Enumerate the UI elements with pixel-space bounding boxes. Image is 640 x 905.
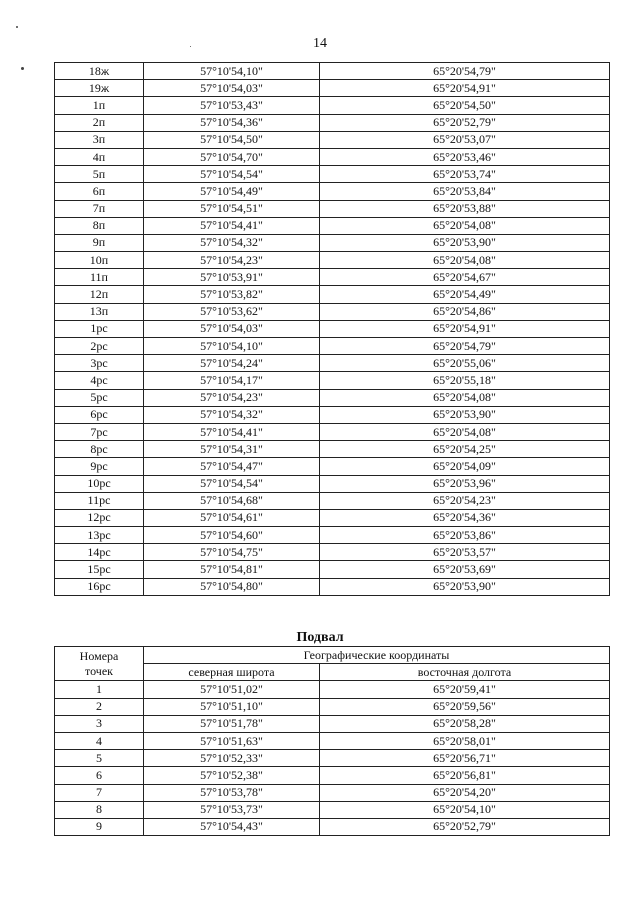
table-row	[55, 423, 610, 440]
table-row	[55, 303, 610, 320]
point-id-cell: 1рс	[55, 320, 144, 337]
header-east-longitude: восточная долгота	[320, 664, 610, 681]
latitude-cell: 57°10'54,50"	[144, 131, 320, 148]
table-row	[55, 698, 610, 715]
table-row	[55, 458, 610, 475]
point-id-cell: 7	[55, 784, 144, 801]
latitude-cell: 57°10'53,91"	[144, 269, 320, 286]
table-row	[55, 406, 610, 423]
table-row	[55, 509, 610, 526]
basement-table-header	[55, 647, 610, 681]
point-id-cell: 2	[55, 698, 144, 715]
latitude-cell: 57°10'54,60"	[144, 527, 320, 544]
longitude-cell: 65°20'58,01"	[320, 732, 610, 749]
table-row	[55, 818, 610, 835]
basement-table-body	[55, 681, 610, 836]
basement-coordinates-table	[54, 646, 610, 836]
point-id-cell: 11п	[55, 269, 144, 286]
longitude-cell: 65°20'53,57"	[320, 544, 610, 561]
table-row	[55, 183, 610, 200]
latitude-cell: 57°10'54,47"	[144, 458, 320, 475]
latitude-cell: 57°10'54,80"	[144, 578, 320, 595]
table-row	[55, 475, 610, 492]
latitude-cell: 57°10'54,70"	[144, 148, 320, 165]
latitude-cell: 57°10'51,78"	[144, 715, 320, 732]
longitude-cell: 65°20'54,86"	[320, 303, 610, 320]
longitude-cell: 65°20'54,09"	[320, 458, 610, 475]
longitude-cell: 65°20'56,81"	[320, 767, 610, 784]
longitude-cell: 65°20'53,90"	[320, 234, 610, 251]
latitude-cell: 57°10'51,63"	[144, 732, 320, 749]
table-row	[55, 338, 610, 355]
longitude-cell: 65°20'53,90"	[320, 578, 610, 595]
header-geographic-coordinates: Географические координаты	[144, 647, 610, 664]
latitude-cell: 57°10'54,17"	[144, 372, 320, 389]
longitude-cell: 65°20'58,28"	[320, 715, 610, 732]
longitude-cell: 65°20'59,41"	[320, 681, 610, 698]
latitude-cell: 57°10'54,10"	[144, 63, 320, 80]
header-north-latitude: северная широта	[144, 664, 320, 681]
table-row	[55, 166, 610, 183]
latitude-cell: 57°10'54,54"	[144, 475, 320, 492]
point-id-cell: 6рс	[55, 406, 144, 423]
table-row	[55, 97, 610, 114]
point-id-cell: 1	[55, 681, 144, 698]
latitude-cell: 57°10'54,75"	[144, 544, 320, 561]
longitude-cell: 65°20'53,46"	[320, 148, 610, 165]
longitude-cell: 65°20'54,20"	[320, 784, 610, 801]
latitude-cell: 57°10'54,54"	[144, 166, 320, 183]
coordinates-table	[54, 62, 610, 596]
point-id-cell: 15рс	[55, 561, 144, 578]
table-row	[55, 441, 610, 458]
point-id-cell: 5	[55, 750, 144, 767]
table-row	[55, 750, 610, 767]
latitude-cell: 57°10'54,24"	[144, 355, 320, 372]
longitude-cell: 65°20'52,79"	[320, 114, 610, 131]
longitude-cell: 65°20'53,88"	[320, 200, 610, 217]
latitude-cell: 57°10'53,62"	[144, 303, 320, 320]
latitude-cell: 57°10'54,43"	[144, 818, 320, 835]
latitude-cell: 57°10'54,41"	[144, 423, 320, 440]
point-id-cell: 7п	[55, 200, 144, 217]
point-id-cell: 10п	[55, 252, 144, 269]
table-row	[55, 715, 610, 732]
longitude-cell: 65°20'52,79"	[320, 818, 610, 835]
point-id-cell: 1п	[55, 97, 144, 114]
latitude-cell: 57°10'53,82"	[144, 286, 320, 303]
longitude-cell: 65°20'53,90"	[320, 406, 610, 423]
latitude-cell: 57°10'54,10"	[144, 338, 320, 355]
longitude-cell: 65°20'54,36"	[320, 509, 610, 526]
header-point-numbers-line1: Номера	[79, 648, 119, 663]
longitude-cell: 65°20'54,91"	[320, 80, 610, 97]
longitude-cell: 65°20'54,08"	[320, 389, 610, 406]
table-row	[55, 252, 610, 269]
point-id-cell: 12рс	[55, 509, 144, 526]
point-id-cell: 11рс	[55, 492, 144, 509]
latitude-cell: 57°10'53,73"	[144, 801, 320, 818]
table-row	[55, 527, 610, 544]
longitude-cell: 65°20'54,50"	[320, 97, 610, 114]
latitude-cell: 57°10'54,36"	[144, 114, 320, 131]
table-row	[55, 234, 610, 251]
latitude-cell: 57°10'54,23"	[144, 389, 320, 406]
table-row	[55, 269, 610, 286]
table-row	[55, 767, 610, 784]
point-id-cell: 13п	[55, 303, 144, 320]
longitude-cell: 65°20'54,08"	[320, 423, 610, 440]
point-id-cell: 8рс	[55, 441, 144, 458]
longitude-cell: 65°20'53,07"	[320, 131, 610, 148]
table-row	[55, 200, 610, 217]
point-id-cell: 5п	[55, 166, 144, 183]
latitude-cell: 57°10'52,38"	[144, 767, 320, 784]
latitude-cell: 57°10'53,43"	[144, 97, 320, 114]
longitude-cell: 65°20'53,69"	[320, 561, 610, 578]
latitude-cell: 57°10'54,23"	[144, 252, 320, 269]
longitude-cell: 65°20'56,71"	[320, 750, 610, 767]
longitude-cell: 65°20'55,06"	[320, 355, 610, 372]
longitude-cell: 65°20'54,25"	[320, 441, 610, 458]
longitude-cell: 65°20'54,67"	[320, 269, 610, 286]
table-row	[55, 578, 610, 595]
scan-speck	[21, 67, 24, 70]
table-row	[55, 131, 610, 148]
longitude-cell: 65°20'54,91"	[320, 320, 610, 337]
table-row	[55, 63, 610, 80]
longitude-cell: 65°20'54,23"	[320, 492, 610, 509]
point-id-cell: 8п	[55, 217, 144, 234]
longitude-cell: 65°20'54,79"	[320, 338, 610, 355]
longitude-cell: 65°20'55,18"	[320, 372, 610, 389]
point-id-cell: 2рс	[55, 338, 144, 355]
page-number: 14	[313, 36, 327, 51]
point-id-cell: 4	[55, 732, 144, 749]
latitude-cell: 57°10'54,03"	[144, 320, 320, 337]
point-id-cell: 5рс	[55, 389, 144, 406]
point-id-cell: 6	[55, 767, 144, 784]
longitude-cell: 65°20'54,08"	[320, 252, 610, 269]
latitude-cell: 57°10'54,61"	[144, 509, 320, 526]
longitude-cell: 65°20'54,79"	[320, 63, 610, 80]
latitude-cell: 57°10'51,10"	[144, 698, 320, 715]
scan-speck	[16, 26, 18, 28]
table-row	[55, 114, 610, 131]
longitude-cell: 65°20'54,10"	[320, 801, 610, 818]
longitude-cell: 65°20'54,08"	[320, 217, 610, 234]
point-id-cell: 3	[55, 715, 144, 732]
point-id-cell: 18ж	[55, 63, 144, 80]
point-id-cell: 7рс	[55, 423, 144, 440]
longitude-cell: 65°20'53,86"	[320, 527, 610, 544]
table-row	[55, 217, 610, 234]
point-id-cell: 9п	[55, 234, 144, 251]
coordinates-table-body	[55, 63, 610, 596]
point-id-cell: 4рс	[55, 372, 144, 389]
latitude-cell: 57°10'52,33"	[144, 750, 320, 767]
table-row	[55, 320, 610, 337]
point-id-cell: 2п	[55, 114, 144, 131]
longitude-cell: 65°20'53,84"	[320, 183, 610, 200]
table-row	[55, 355, 610, 372]
point-id-cell: 9	[55, 818, 144, 835]
point-id-cell: 12п	[55, 286, 144, 303]
latitude-cell: 57°10'54,41"	[144, 217, 320, 234]
longitude-cell: 65°20'53,96"	[320, 475, 610, 492]
table-row	[55, 80, 610, 97]
table-row	[55, 732, 610, 749]
table-row	[55, 784, 610, 801]
latitude-cell: 57°10'54,03"	[144, 80, 320, 97]
header-row	[55, 647, 610, 664]
table-row	[55, 492, 610, 509]
table-row	[55, 389, 610, 406]
table-row	[55, 561, 610, 578]
table-row	[55, 148, 610, 165]
latitude-cell: 57°10'54,49"	[144, 183, 320, 200]
point-id-cell: 10рс	[55, 475, 144, 492]
point-id-cell: 4п	[55, 148, 144, 165]
longitude-cell: 65°20'54,49"	[320, 286, 610, 303]
latitude-cell: 57°10'54,51"	[144, 200, 320, 217]
longitude-cell: 65°20'53,74"	[320, 166, 610, 183]
latitude-cell: 57°10'54,68"	[144, 492, 320, 509]
point-id-cell: 14рс	[55, 544, 144, 561]
latitude-cell: 57°10'53,78"	[144, 784, 320, 801]
latitude-cell: 57°10'54,31"	[144, 441, 320, 458]
table-row	[55, 801, 610, 818]
table-row	[55, 286, 610, 303]
latitude-cell: 57°10'54,32"	[144, 406, 320, 423]
point-id-cell: 13рс	[55, 527, 144, 544]
latitude-cell: 57°10'54,32"	[144, 234, 320, 251]
point-id-cell: 19ж	[55, 80, 144, 97]
point-id-cell: 6п	[55, 183, 144, 200]
header-point-numbers	[55, 647, 144, 681]
section-title: Подвал	[296, 630, 344, 645]
point-id-cell: 8	[55, 801, 144, 818]
point-id-cell: 3п	[55, 131, 144, 148]
table-row	[55, 544, 610, 561]
point-id-cell: 9рс	[55, 458, 144, 475]
latitude-cell: 57°10'54,81"	[144, 561, 320, 578]
table-row	[55, 372, 610, 389]
longitude-cell: 65°20'59,56"	[320, 698, 610, 715]
table-row	[55, 681, 610, 698]
latitude-cell: 57°10'51,02"	[144, 681, 320, 698]
point-id-cell: 3рс	[55, 355, 144, 372]
header-point-numbers-line2: точек	[85, 663, 113, 678]
point-id-cell: 16рс	[55, 578, 144, 595]
